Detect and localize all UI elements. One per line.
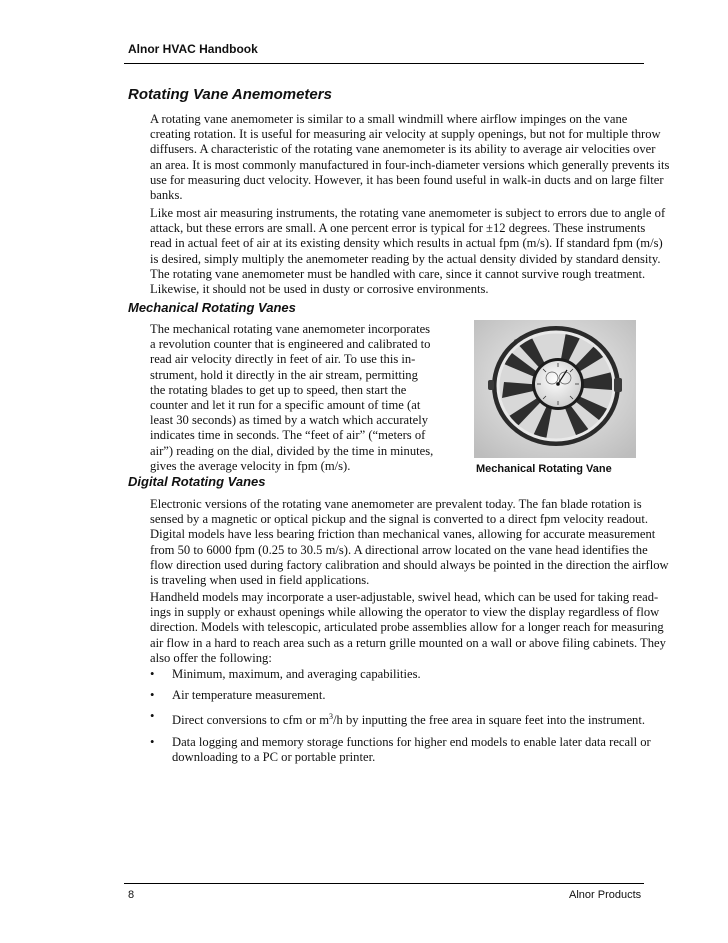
superscript: 3 bbox=[329, 712, 334, 722]
text-line: diffusers. A characteristic of the rotating vane anemometer is its ability to average air velocities over bbox=[150, 142, 656, 157]
list-item bbox=[150, 667, 651, 682]
digital-paragraph-1 bbox=[150, 497, 669, 588]
text-line: A rotating vane anemometer is similar to a small windmill where airflow impinges on the vane bbox=[150, 112, 628, 126]
text-line: ings in supply or exhaust openings while allowing the operator to view the display regardless of flow bbox=[150, 605, 660, 620]
text-line: air flow in a hard to reach area such as a return grille mounted on a wall or above filing cabinets. They bbox=[150, 635, 666, 650]
text-line: also offer the following: bbox=[150, 650, 272, 665]
bullet-icon: • bbox=[150, 688, 155, 703]
list-item-text: Air temperature measurement. bbox=[172, 688, 326, 703]
footer-company: Alnor Products bbox=[569, 889, 642, 901]
digital-paragraph-2 bbox=[150, 590, 666, 666]
text-line: Digital models have less bearing friction than mechanical vanes, allowing for accurate measurement bbox=[150, 527, 656, 542]
text-line: Handheld models may incorporate a user-adjustable, swivel head, which can be used for taking read- bbox=[150, 590, 659, 604]
text-line: strument, hold it directly in the air stream, permitting bbox=[150, 367, 418, 382]
text-fragment: /h by inputting the free area in square feet into the instrument. bbox=[333, 713, 645, 728]
text-line: an area. It is most commonly manufactured in four-inch-diameter versions which generally prevents its bbox=[150, 157, 670, 172]
text-line: The mechanical rotating vane anemometer incorporates bbox=[150, 322, 431, 336]
list-item-text: downloading to a PC or portable printer. bbox=[172, 750, 376, 764]
bullet-icon: • bbox=[150, 709, 155, 724]
text-line: Like most air measuring instruments, the rotating vane anemometer is subject to errors due to angle of bbox=[150, 206, 666, 220]
mechanical-paragraph bbox=[150, 322, 440, 474]
subheading-digital: Digital Rotating Vanes bbox=[128, 474, 266, 489]
text-line: gives the average velocity in fpm (m/s). bbox=[150, 458, 351, 473]
section-heading: Rotating Vane Anemometers bbox=[128, 86, 332, 103]
text-line: attack, but these errors are small. A one percent error is typical for ±12 degrees. These instruments bbox=[150, 221, 646, 236]
text-fragment: Direct conversions to cfm or m bbox=[172, 713, 330, 728]
text-line: the rotating blades to get up to speed, then start the bbox=[150, 382, 407, 397]
text-line: a revolution counter that is engineered and calibrated to bbox=[150, 337, 431, 352]
figure-caption: Mechanical Rotating Vane bbox=[476, 463, 612, 475]
footer-rule bbox=[124, 883, 644, 884]
anemometer-photo bbox=[474, 320, 636, 458]
list-item-text: Minimum, maximum, and averaging capabilities. bbox=[172, 667, 421, 681]
list-item bbox=[150, 735, 651, 765]
text-line: read in actual feet of air at its existing density which results in actual fpm (m/s). If standard fpm (m/s) bbox=[150, 236, 663, 251]
intro-paragraph-2 bbox=[150, 206, 666, 297]
text-line: flow direction used during factory calibration and should always be pointed in the direction the airflow bbox=[150, 557, 669, 572]
intro-paragraph-1 bbox=[150, 112, 670, 203]
text-line: indicates time in seconds. The “feet of air” (“meters of bbox=[150, 428, 426, 443]
list-item bbox=[150, 688, 651, 703]
text-line: read air velocity directly in feet of air. To use this in- bbox=[150, 352, 416, 367]
text-line: Electronic versions of the rotating vane anemometer are prevalent today. The fan blade rotation is bbox=[150, 497, 642, 511]
list-item-text bbox=[172, 709, 651, 728]
text-line: air”) reading on the dial, divided by the time in minutes, bbox=[150, 443, 434, 458]
header-rule bbox=[124, 63, 644, 64]
page-number: 8 bbox=[128, 889, 135, 901]
bullet-icon: • bbox=[150, 734, 155, 749]
subheading-mechanical: Mechanical Rotating Vanes bbox=[128, 300, 296, 315]
feature-list bbox=[150, 667, 651, 771]
text-line: use for measuring duct velocity. However, it has been found useful in walk-in ducts and on large filter bbox=[150, 172, 664, 187]
text-line: is traveling when used in field applications. bbox=[150, 573, 370, 588]
text-line: The rotating vane anemometer must be handled with care, since it cannot survive rough treatment. bbox=[150, 266, 646, 281]
text-line: creating rotation. It is useful for measuring air velocity at supply openings, but not for multiple throw bbox=[150, 127, 661, 142]
text-line: least 30 seconds) as timed by a watch which accurately bbox=[150, 413, 429, 428]
list-item-text: Data logging and memory storage functions for higher end models to enable later data recall or bbox=[172, 734, 651, 749]
text-line: sensed by a magnetic or optical pickup and the signal is converted to a direct fpm velocity readout. bbox=[150, 512, 648, 527]
bullet-icon: • bbox=[150, 667, 155, 681]
running-header: Alnor HVAC Handbook bbox=[128, 42, 258, 56]
text-line: from 50 to 6000 fpm (0.25 to 30.5 m/s). A directional arrow located on the vane head identifies the bbox=[150, 542, 648, 557]
text-line: is desired, simply multiply the anemometer reading by the actual density divided by standard density. bbox=[150, 251, 661, 266]
text-line: direction. Models with telescopic, articulated probe assemblies allow for a longer reach for measuring bbox=[150, 620, 664, 635]
text-line: banks. bbox=[150, 188, 183, 203]
list-item bbox=[150, 709, 651, 728]
text-line: counter and let it run for a specific amount of time (at bbox=[150, 398, 421, 413]
text-line: Likewise, it should not be used in dusty or corrosive environments. bbox=[150, 282, 489, 297]
